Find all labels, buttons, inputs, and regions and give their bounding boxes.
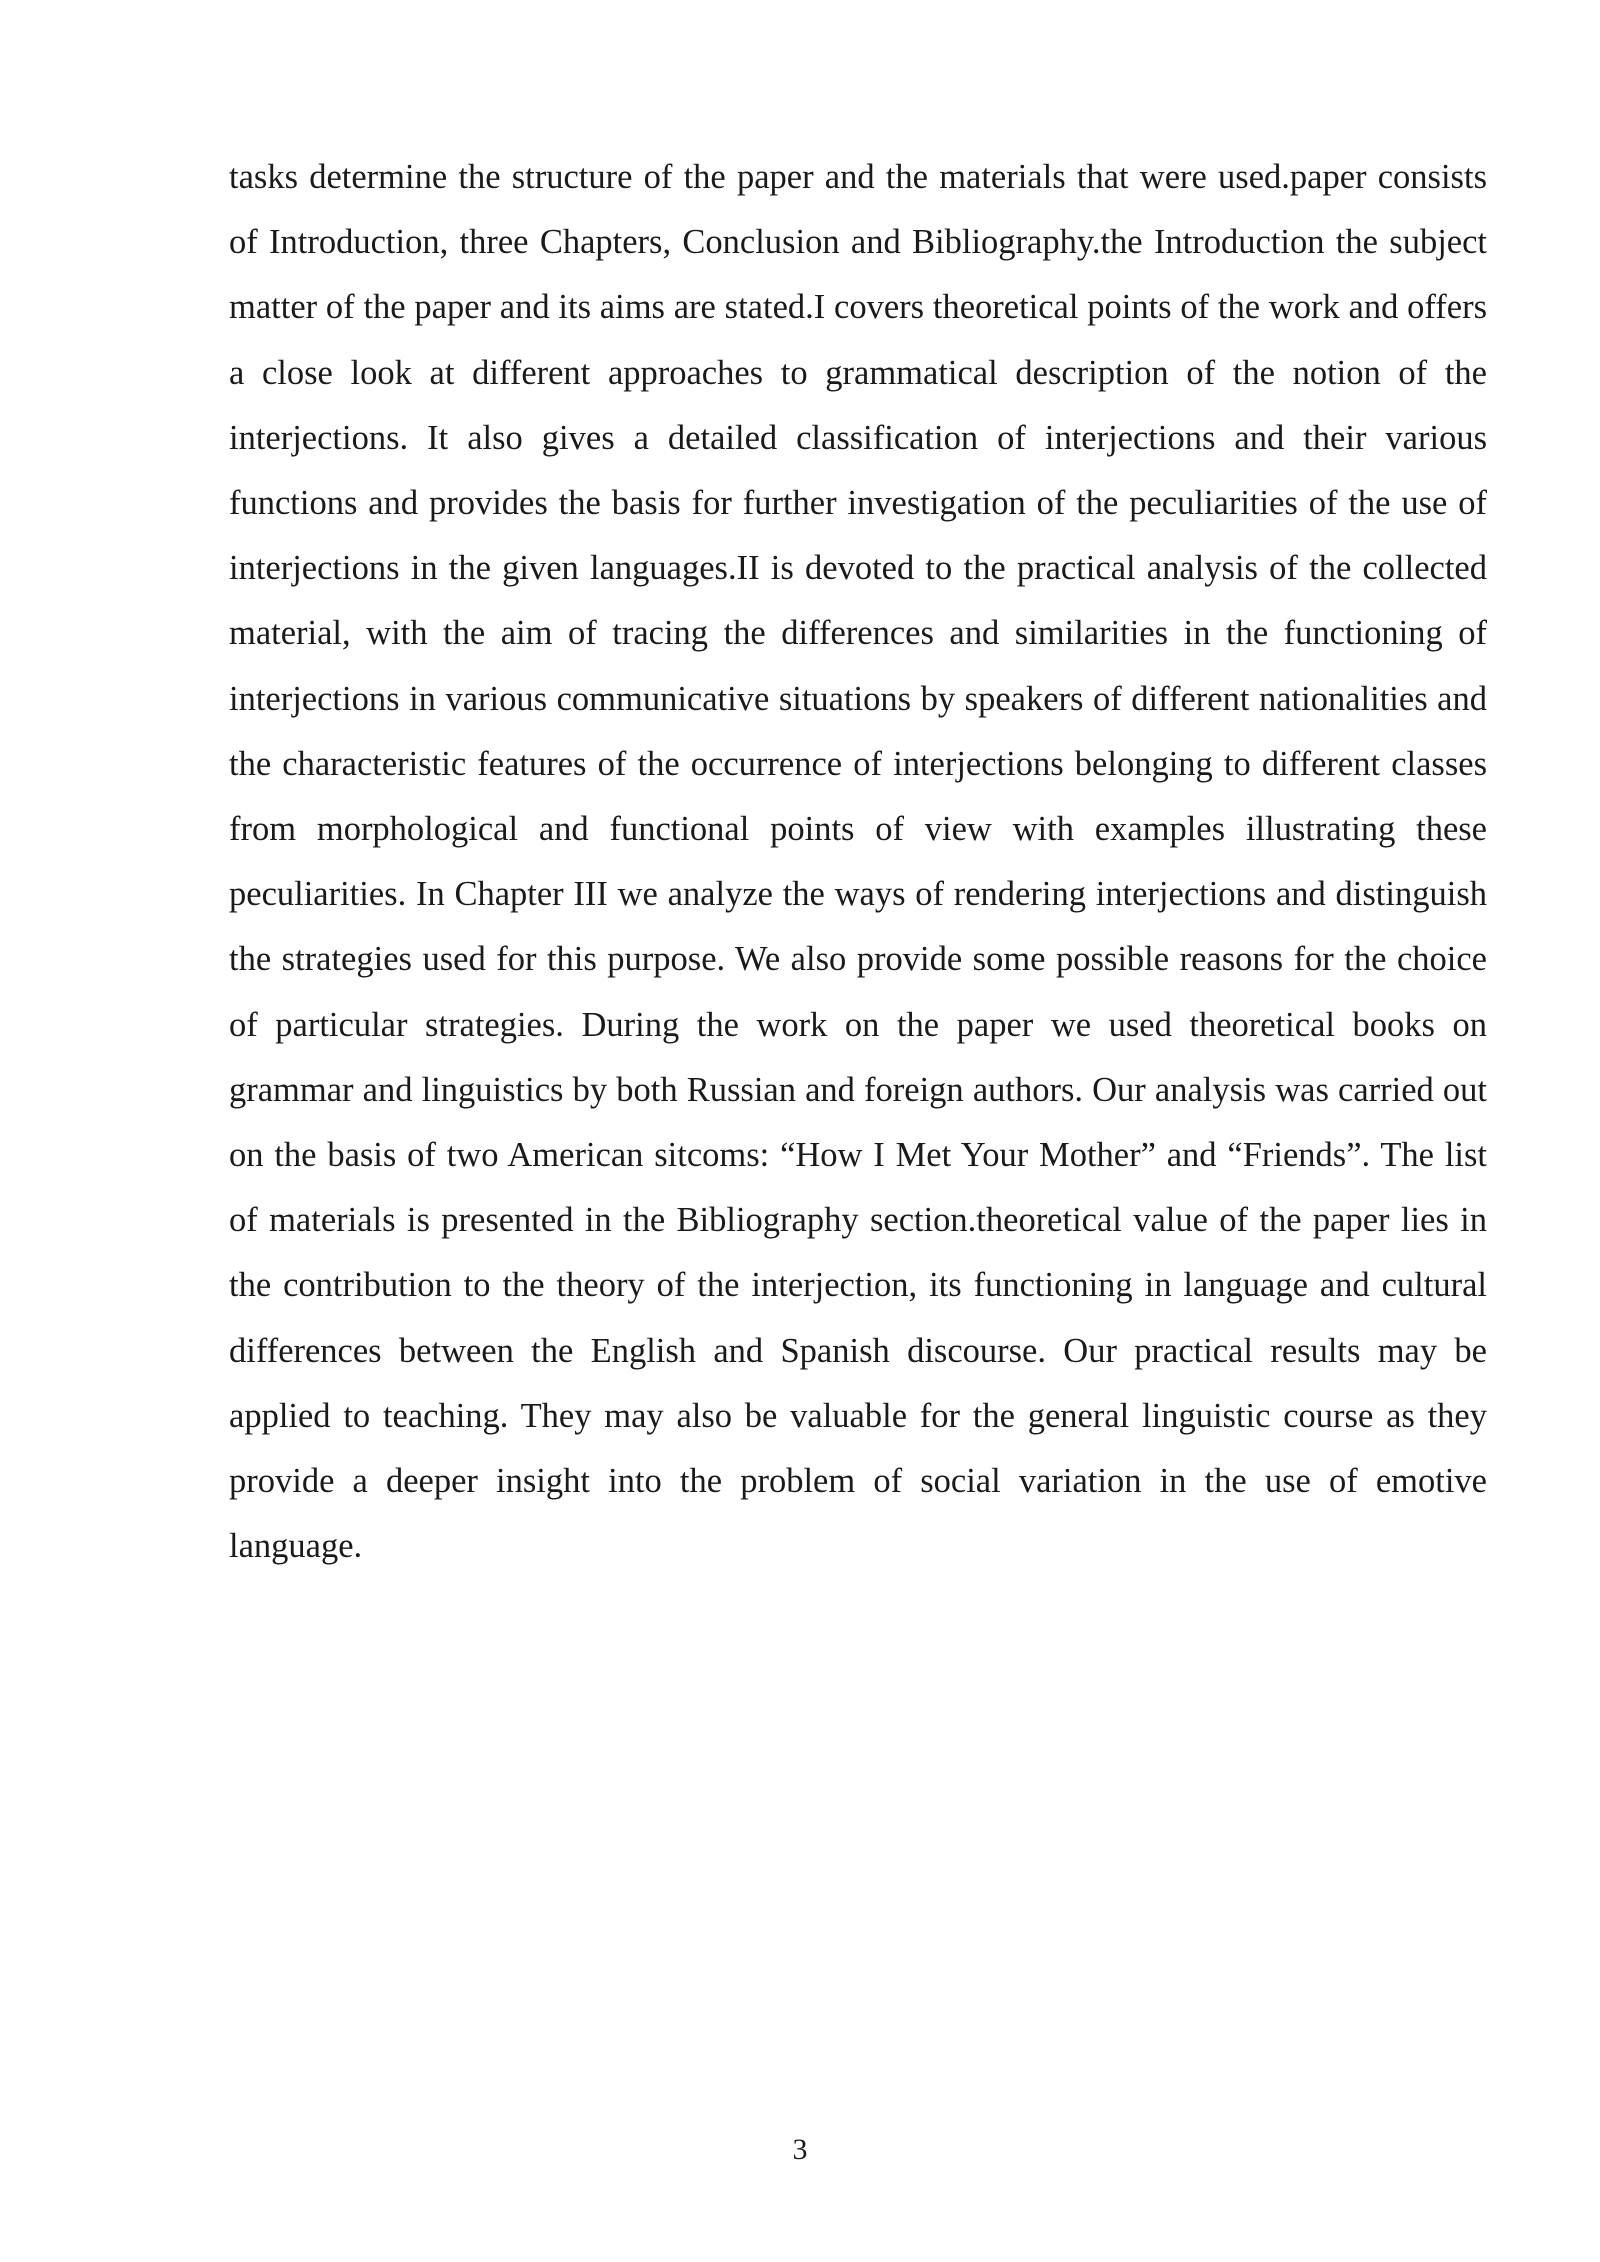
page-number: 3 xyxy=(792,2133,808,2166)
body-paragraph: tasks determine the structure of the paper and the materials that were used.paper consists of Introduction, three Chapters, Conclusion and Bibliography.the Introduction the subject matter of the paper and its aims are stated.I covers theoretical points of the work and offers a close look at different approaches to grammatical description of the notion of the interjections. It also gives a detailed classification of interjections and their various functions and provides the basis for further investigation of the peculiarities of the use of interjections in the given languages.II is devoted to the practical analysis of the collected material, with the aim of tracing the differences and similarities in the functioning of interjections in various communicative situations by speakers of different nationalities and the characteristic features of the occurrence of interjections belonging to different classes from morphological and functional points of view with examples illustrating these peculiarities. In Chapter III we analyze the ways of rendering interjections and distinguish the strategies used for this purpose. We also provide some possible reasons for the choice of particular strategies. During the work on the paper we used theoretical books on grammar and linguistics by both Russian and foreign authors. Our analysis was carried out on the basis of two American sitcoms: “How I Met Your Mother” and “Friends”. The list of materials is presented in the Bibliography section.theoretical value of the paper lies in the contribution to the theory of the interjection, its functioning in language and cultural differences between the English and Spanish discourse. Our practical results may be applied to teaching. They may also be valuable for the general linguistic course as they provide a deeper insight into the problem of social variation in the use of emotive language. xyxy=(229,158,1487,1566)
